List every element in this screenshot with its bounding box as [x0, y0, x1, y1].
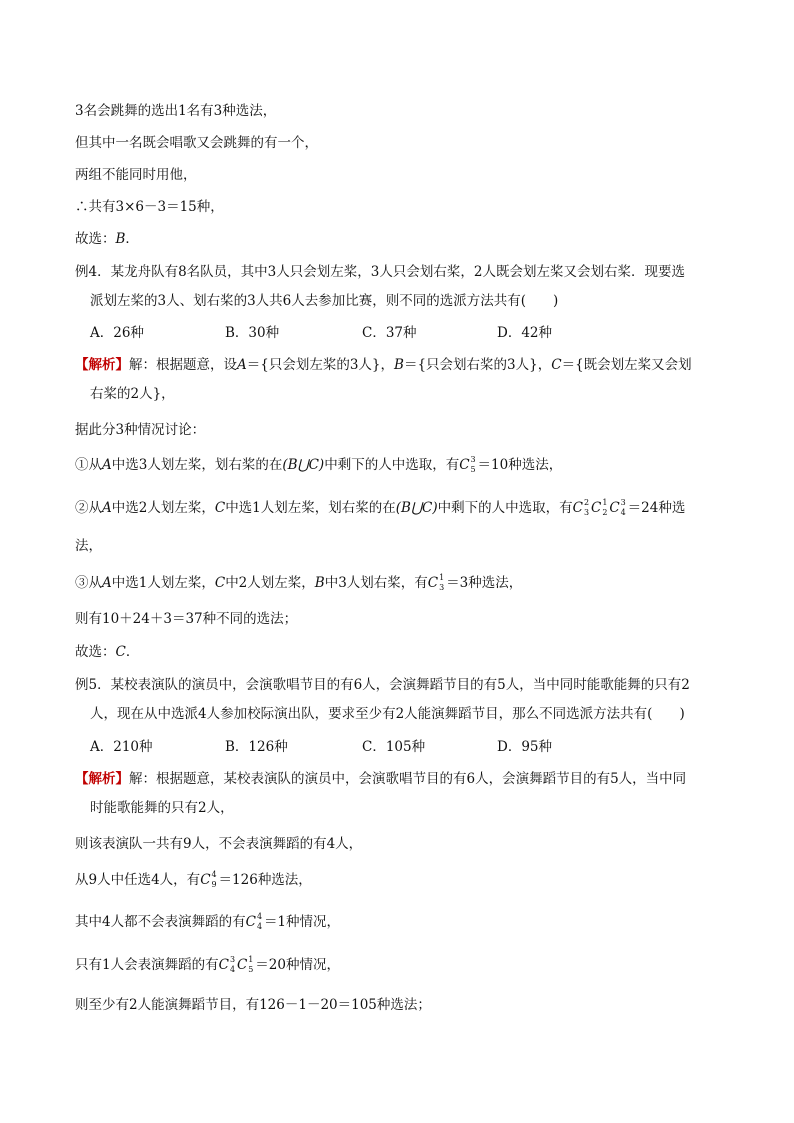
example-5-question: 人，现在从中选派4人参加校际演出队，要求至少有2人能演舞蹈节目，那么不同选派方法共有( ) [90, 706, 685, 722]
solution-line: 时能歌能舞的只有2人， [90, 800, 234, 816]
solution-line: ②从A中选2人划左桨，C中选1人划左桨，划右桨的在(B⋃C)中剩下的人中选取，有C 2 3 C 1 2 C 3 4 ＝24种选 [75, 497, 686, 517]
text-line: 两组不能同时用他， [75, 167, 197, 183]
combination-symbol: C 1 3 [427, 572, 445, 592]
example-5-question: 例5．某校表演队的演员中，会演歌唱节目的有6人，会演舞蹈节目的有5人，当中同时能歌能舞的只有2 [75, 677, 690, 693]
example-4-question: 派划左桨的3人、划右桨的3人共6人去参加比赛，则不同的选派方法共有( ) [90, 293, 559, 309]
combination-symbol: C 4 9 [200, 869, 217, 889]
analysis-tag: 【解析】 [75, 357, 129, 373]
solution-line: 从9人中任选4人，有C 4 9 ＝126种选法， [75, 869, 312, 889]
solution-line: 法， [75, 538, 102, 554]
solution-line: 【解析】解：根据题意，设A＝{只会划左桨的3人}，B＝{只会划右桨的3人}，C＝{既会划左桨又会划 [75, 357, 692, 373]
option-c: C．105种 [362, 739, 426, 755]
solution-line: 只有1人会表演舞蹈的有C 3 4 C 1 5 ＝20种情况， [75, 954, 340, 974]
text-line: 故选：B． [75, 231, 139, 247]
option-a: A．26种 [90, 325, 144, 341]
solution-line: ①从A中选3人划左桨，划右桨的在(B⋃C)中剩下的人中选取，有C 3 5 ＝10种选法， [75, 454, 563, 474]
solution-line: 据此分3种情况讨论： [75, 422, 206, 438]
text-line: 3名会跳舞的选出1名有3种选法， [75, 103, 277, 119]
text-line: 但其中一名既会唱歌又会跳舞的有一个， [75, 135, 318, 151]
solution-line: 故选：C． [75, 644, 140, 660]
option-d: D．42种 [497, 325, 553, 341]
solution-line: 则有10＋24＋3＝37种不同的选法； [75, 611, 298, 627]
example-4-question: 例4．某龙舟队有8名队员，其中3人只会划左桨，3人只会划右桨，2人既会划左桨又会划右桨．现要选 [75, 264, 685, 280]
option-d: D．95种 [497, 739, 553, 755]
combination-symbol: C 3 4 C 1 5 [218, 954, 254, 974]
solution-line: 【解析】解：根据题意，某校表演队的演员中，会演歌唱节目的有6人，会演舞蹈节目的有5人，当中同 [75, 771, 687, 787]
solution-line: 右桨的2人}， [90, 386, 175, 402]
option-b: B．126种 [225, 739, 288, 755]
option-a: A．210种 [90, 739, 153, 755]
text-line: ∴共有3×6－3＝15种， [75, 199, 224, 215]
combination-symbol: C 3 5 [459, 454, 476, 474]
combination-symbol: C 2 3 C 1 2 C 3 4 [572, 497, 626, 517]
combination-symbol: C 4 4 [245, 911, 263, 931]
solution-line: 其中4人都不会表演舞蹈的有C 4 4 ＝1种情况， [75, 911, 341, 931]
option-b: B．30种 [225, 325, 280, 341]
analysis-tag: 【解析】 [75, 771, 129, 787]
solution-line: 则至少有2人能演舞蹈节目，有126－1－20＝105种选法； [75, 997, 431, 1013]
solution-line: 则该表演队一共有9人，不会表演舞蹈的有4人， [75, 836, 363, 852]
option-c: C．37种 [362, 325, 417, 341]
solution-line: ③从A中选1人划左桨，C中2人划左桨，B中3人划右桨，有C 1 3 ＝3种选法， [75, 572, 523, 592]
